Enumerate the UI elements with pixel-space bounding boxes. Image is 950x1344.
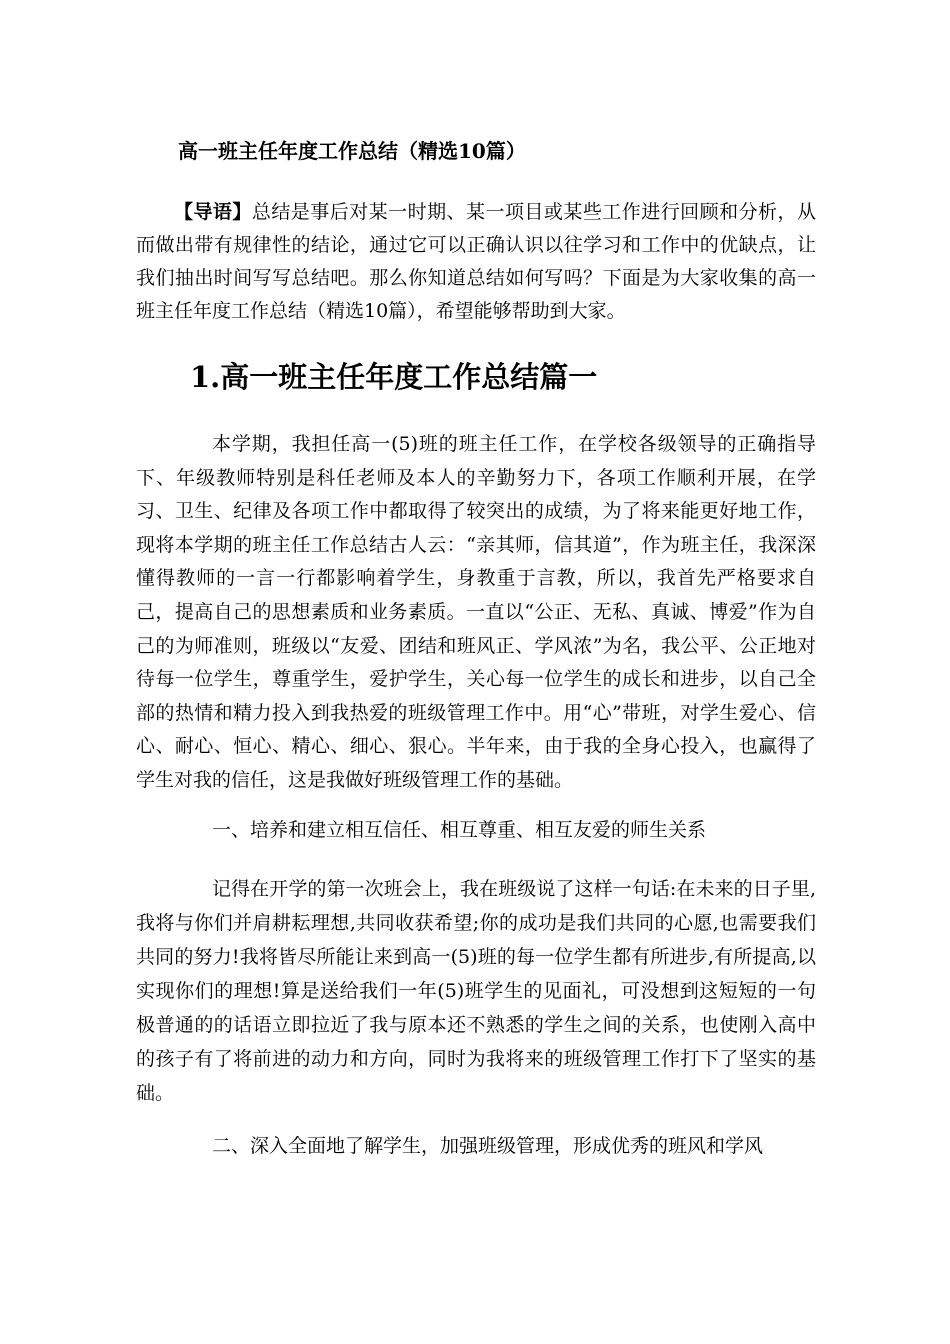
section1-subheading-2: 二、深入全面地了解学生，加强班级管理，形成优秀的班风和学风 [212,1135,764,1157]
intro-text: 总结是事后对某一时期、某一项目或某些工作进行回顾和分析，从而做出带有规律性的结论，通过它可以正确认识以往学习和工作中的优缺点，让我们抽出时间写写总结吧。那么你知道总结如何写吗？下面是为大家收集的高一班主任年度工作总结（精选10篇），希望能够帮助到大家。 [136,201,816,322]
intro-lead-tag: 【导语】 [174,201,252,223]
document-title: 高一班主任年度工作总结（精选10篇） [178,139,526,163]
section1-subheading-1: 一、培养和建立相互信任、相互尊重、相互友爱的师生关系 [212,819,707,841]
section1-paragraph-1: 本学期，我担任高一(5)班的班主任工作，在学校各级领导的正确指导下、年级教师特别是科任老师及本人的辛勤努力下，各项工作顺利开展，在学习、卫生、纪律及各项工作中都取得了较突出的成绩，为了将来能更好地工作，现将本学期的班主任工作总结古人云：“亲其师，信其道”，作为班主任，我深深懂得教师的一言一行都影响着学生，身教重于言教，所以，我首先严格要求自己，提高自己的思想素质和业务素质。一直以“公正、无私、真诚、博爱”作为自己的为师准则，班级以“友爱、团结和班风正、学风浓”为名，我公平、公正地对待每一位学生，尊重学生，爱护学生，关心每一位学生的成长和进步，以自己全部的热情和精力投入到我热爱的班级管理工作中。用“心”带班，对学生爱心、信心、耐心、恒心、精心、细心、狠心。半年来，由于我的全身心投入，也赢得了学生对我的信任，这是我做好班级管理工作的基础。 [136,433,816,791]
section-heading-1: 1.高一班主任年度工作总结篇一 [190,360,598,394]
intro-paragraph [136,196,816,328]
section1-paragraph-2: 记得在开学的第一次班会上，我在班级说了这样一句话:在未来的日子里,我将与你们并肩耕耘理想,共同收获希望;你的成功是我们共同的心愿,也需要我们共同的努力!我将皆尽所能让来到高一(5)班的每一位学生都有所进步,有所提高,以实现你们的理想!算是送给我们一年(5)班学生的见面礼，可没想到这短短的一句极普通的的话语立即拉近了我与原本还不熟悉的学生之间的关系，也使刚入高中的孩子有了将前进的动力和方向，同时为我将来的班级管理工作打下了坚实的基础。 [136,878,816,1104]
